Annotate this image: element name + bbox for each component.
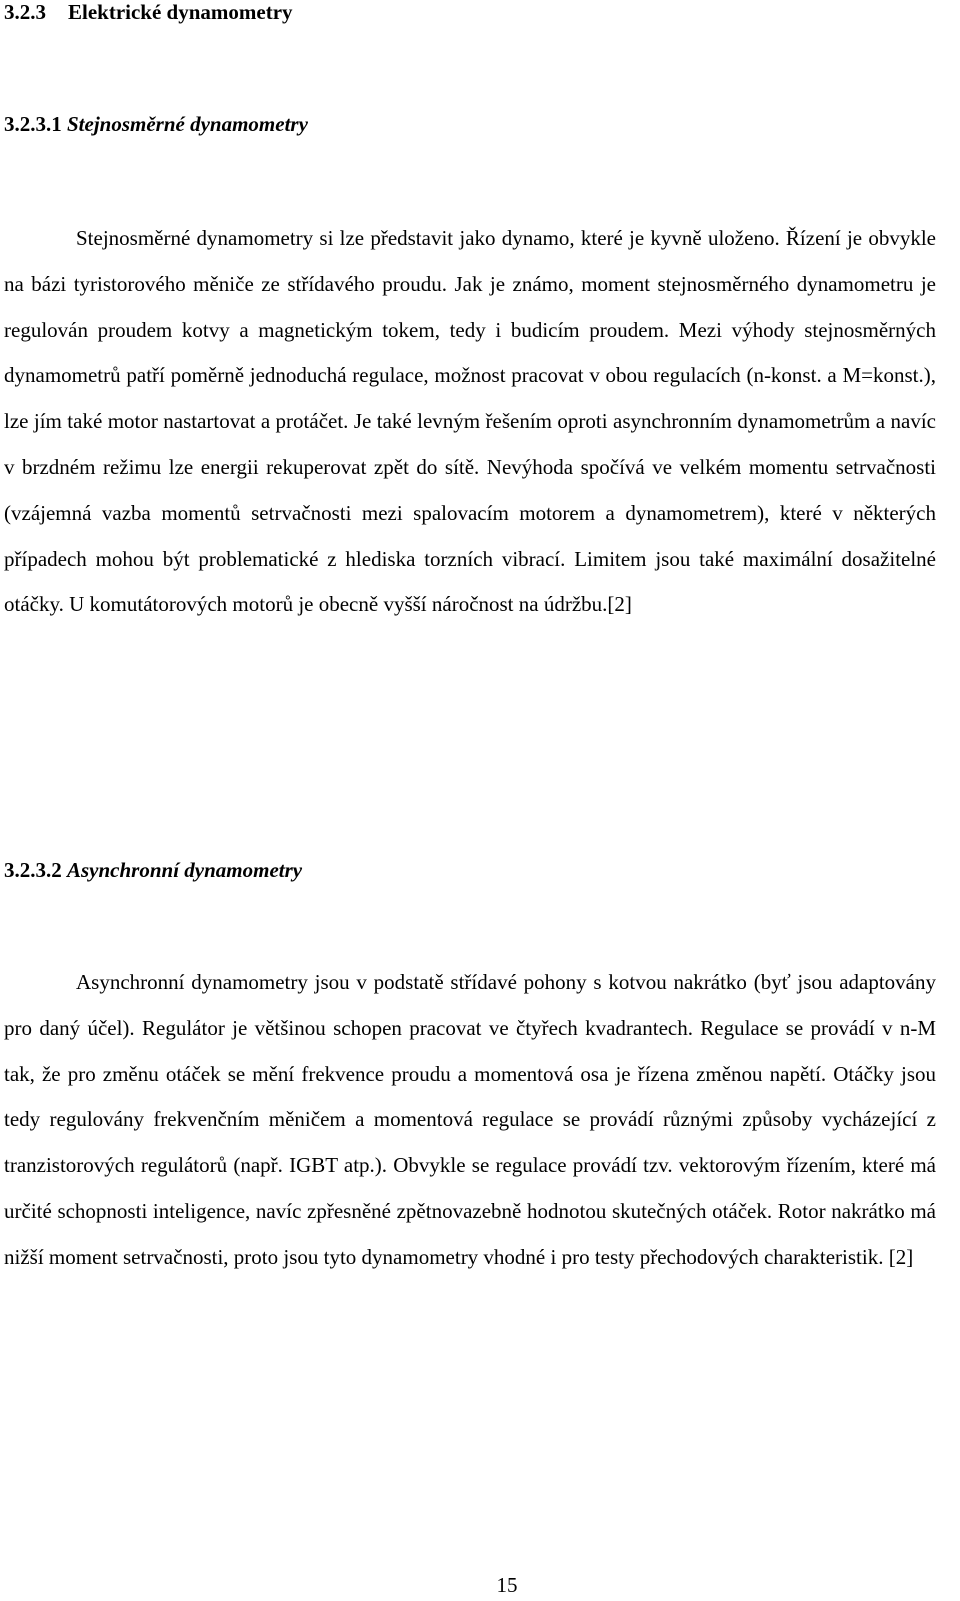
subsection-number: 3.2.3.1: [4, 112, 62, 136]
section-title: Elektrické dynamometry: [68, 0, 293, 24]
subsection-title: Stejnosměrné dynamometry: [67, 112, 308, 136]
paragraph-dc-dynamometers: [4, 216, 936, 628]
paragraph-text: Asynchronní dynamometry jsou v podstatě střídavé pohony s kotvou nakrátko (byť jsou adaptovány pro daný účel). Regulátor je většinou schopen pracovat ve čtyřech kvadrantech. Regulace se provádí v n-M tak, že pro změnu otáček se mění frekvence proudu a momentová osa je řízena změnou napětí. Otáčky jsou tedy regulovány frekvenčním měničem a momentová regulace se provádí různými způsoby vycházející z tranzistorových regulátorů (např. IGBT atp.). Obvykle se regulace provádí tzv. vektorovým řízením, které má určité schopnosti inteligence, navíc zpřesněné zpětnovazebně hodnotou skutečných otáček. Rotor nakrátko má nižší moment setrvačnosti, proto jsou tyto dynamometry vhodné i pro testy přechodových charakteristik. [2]: [4, 970, 936, 1269]
section-number: 3.2.3: [4, 0, 46, 24]
page-number: 15: [496, 1573, 518, 1597]
paragraph-text: Stejnosměrné dynamometry si lze představit jako dynamo, které je kyvně uloženo. Řízení je obvykle na bázi tyristorového měniče ze střídavého proudu. Jak je známo, moment stejnosměrného dynamometru je regulován proudem kotvy a magnetickým tokem, tedy i budicím proudem. Mezi výhody stejnosměrných dynamometrů patří poměrně jednoduchá regulace, možnost pracovat v obou regulacích (n-konst. a M=konst.), lze jím také motor nastartovat a protáčet. Je také levným řešením oproti asynchronním dynamometrům a navíc v brzdném režimu lze energii rekuperovat zpět do sítě. Nevýhoda spočívá ve velkém momentu setrvačnosti (vzájemná vazba momentů setrvačnosti mezi spalovacím motorem a dynamometrem), které v některých případech mohou být problematické z hlediska torzních vibrací. Limitem jsou také maximální dosažitelné otáčky. U komutátorových motorů je obecně vyšší náročnost na údržbu.[2]: [4, 226, 936, 617]
section-heading: [4, 0, 293, 25]
subsection-number: 3.2.3.2: [4, 858, 62, 882]
subsection-title: Asynchronní dynamometry: [67, 858, 303, 882]
paragraph-async-dynamometers: [4, 960, 936, 1281]
subsection-heading-dc: [4, 112, 308, 137]
subsection-heading-async: [4, 858, 302, 883]
